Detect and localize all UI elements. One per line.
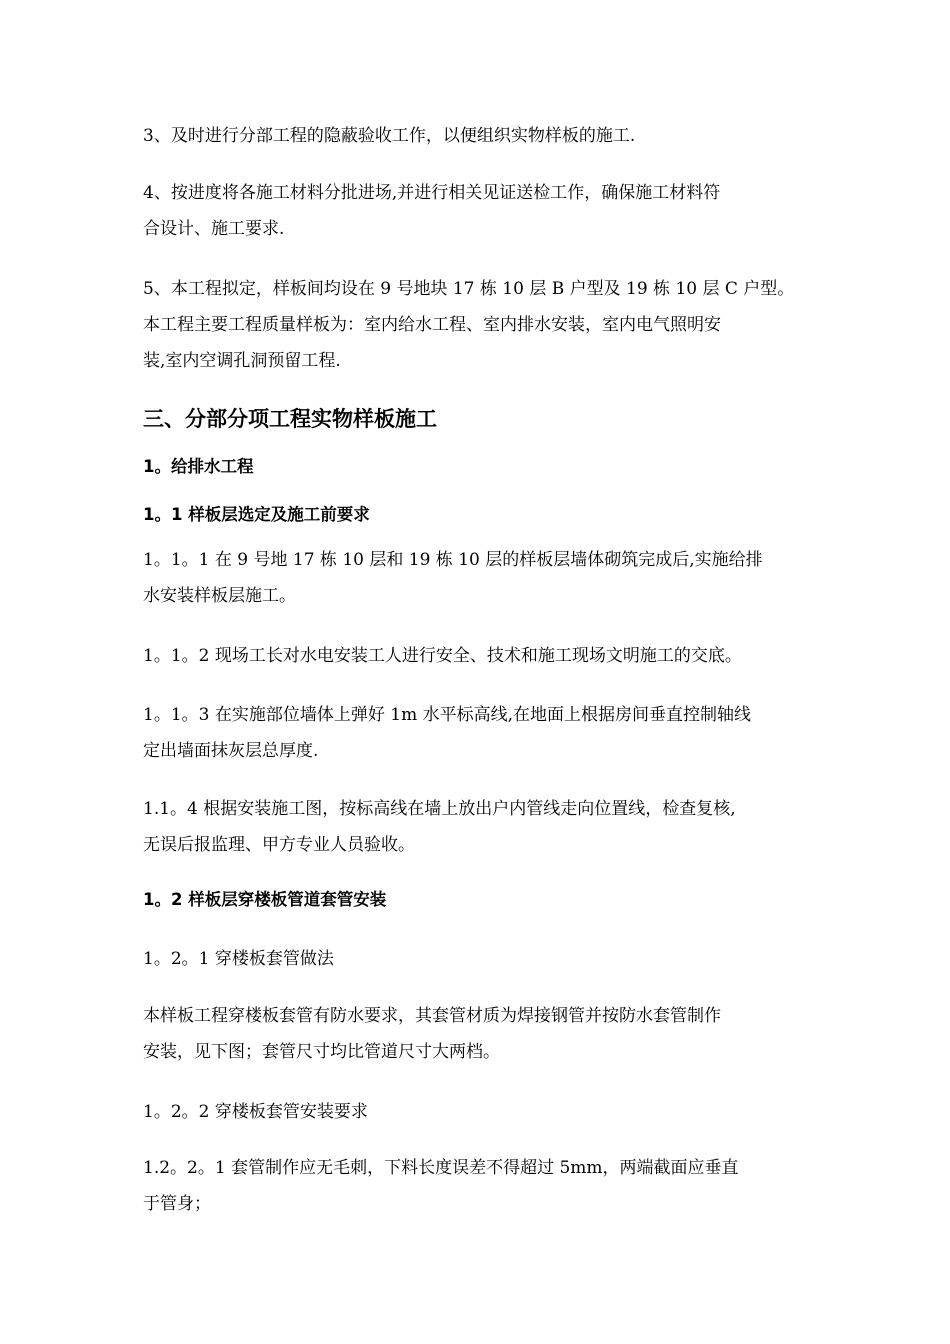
body-1-2-1 bbox=[143, 998, 813, 1070]
subheading-1-1: 1。1 样板层选定及施工前要求 bbox=[143, 505, 370, 524]
body-1-2-1-line-1: 本样板工程穿楼板套管有防水要求，其套管材质为焊接钢管并按防水套管制作 bbox=[143, 1006, 721, 1026]
paragraph-4 bbox=[143, 175, 813, 247]
item-1-1-3-line-1: 1。1。3 在实施部位墙体上弹好 1m 水平标高线,在地面上根据房间垂直控制轴线 bbox=[143, 705, 751, 725]
item-1-2-2-line-1: 1。2。2 穿楼板套管安装要求 bbox=[143, 1102, 368, 1122]
item-1-2-1-line-1: 1。2。1 穿楼板套管做法 bbox=[143, 949, 334, 969]
paragraph-5-line-3: 装,室内空调孔洞预留工程. bbox=[143, 351, 341, 371]
item-1-1-4-line-1: 1.1。4 根据安装施工图，按标高线在墙上放出户内管线走向位置线，检查复核, bbox=[143, 799, 736, 819]
item-1-1-1 bbox=[143, 542, 813, 614]
item-1-2-2 bbox=[143, 1094, 813, 1130]
item-1-1-3 bbox=[143, 697, 813, 769]
section-heading-3: 三、分部分项工程实物样板施工 bbox=[143, 407, 437, 431]
item-1-2-2-1-line-2: 于管身； bbox=[143, 1194, 211, 1214]
item-1-1-4-line-2: 无误后报监理、甲方专业人员验收。 bbox=[143, 835, 415, 855]
paragraph-3-line-1: 3、及时进行分部工程的隐蔽验收工作，以便组织实物样板的施工. bbox=[143, 126, 636, 146]
paragraph-5 bbox=[143, 271, 813, 379]
item-1-1-2-line-1: 1。1。2 现场工长对水电安装工人进行安全、技术和施工现场文明施工的交底。 bbox=[143, 646, 742, 666]
subheading-1-2: 1。2 样板层穿楼板管道套管安装 bbox=[143, 890, 387, 909]
subheading-1: 1。给排水工程 bbox=[143, 457, 254, 476]
item-1-1-1-line-1: 1。1。1 在 9 号地 17 栋 10 层和 19 栋 10 层的样板层墙体砌筑完成后,实施给排 bbox=[143, 550, 763, 570]
item-1-2-1 bbox=[143, 941, 813, 977]
item-1-1-3-line-2: 定出墙面抹灰层总厚度. bbox=[143, 741, 319, 761]
paragraph-5-line-1: 5、本工程拟定，样板间均设在 9 号地块 17 栋 10 层 B 户型及 19 栋 10 层 C 户型。 bbox=[143, 279, 795, 299]
body-1-2-1-line-2: 安装，见下图；套管尺寸均比管道尺寸大两档。 bbox=[143, 1042, 500, 1062]
item-1-2-2-1 bbox=[143, 1150, 813, 1222]
item-1-2-2-1-line-1: 1.2。2。1 套管制作应无毛刺，下料长度误差不得超过 5mm，两端截面应垂直 bbox=[143, 1158, 739, 1178]
paragraph-4-line-1: 4、按进度将各施工材料分批进场,并进行相关见证送检工作，确保施工材料符 bbox=[143, 183, 721, 203]
paragraph-5-line-2: 本工程主要工程质量样板为：室内给水工程、室内排水安装，室内电气照明安 bbox=[143, 315, 721, 335]
item-1-1-4 bbox=[143, 791, 813, 863]
item-1-1-1-line-2: 水安装样板层施工。 bbox=[143, 586, 296, 606]
item-1-1-2 bbox=[143, 638, 813, 674]
paragraph-4-line-2: 合设计、施工要求. bbox=[143, 219, 285, 239]
paragraph-3 bbox=[143, 118, 813, 154]
